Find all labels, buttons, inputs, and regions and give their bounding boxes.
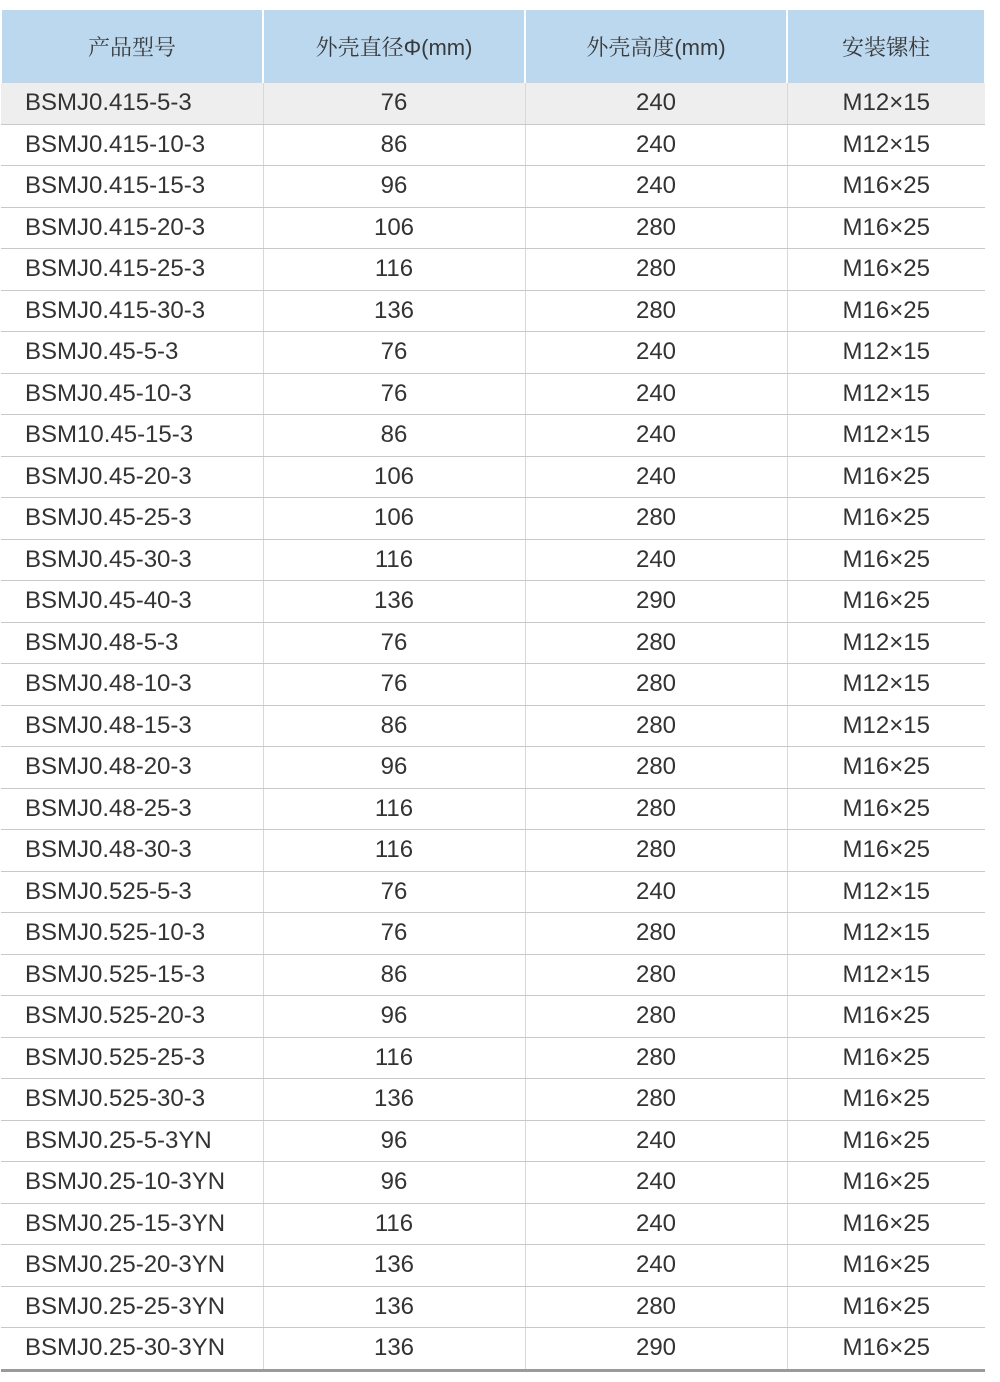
table-row	[1, 290, 985, 332]
cell-height: 240	[525, 1245, 787, 1287]
cell-height: 280	[525, 249, 787, 291]
cell-height: 290	[525, 1328, 787, 1371]
cell-height: 240	[525, 871, 787, 913]
cell-model: BSMJ0.45-20-3	[1, 456, 263, 498]
cell-diameter: 76	[263, 373, 525, 415]
table-row	[1, 124, 985, 166]
cell-model: BSMJ0.415-5-3	[1, 83, 263, 124]
cell-height: 240	[525, 456, 787, 498]
cell-diameter: 136	[263, 581, 525, 623]
table-row	[1, 954, 985, 996]
cell-height: 280	[525, 664, 787, 706]
table-row	[1, 788, 985, 830]
cell-height: 280	[525, 1286, 787, 1328]
cell-model: BSMJ0.525-20-3	[1, 996, 263, 1038]
cell-height: 240	[525, 539, 787, 581]
cell-model: BSMJ0.48-20-3	[1, 747, 263, 789]
cell-model: BSMJ0.415-20-3	[1, 207, 263, 249]
cell-mounting-stud: M12×15	[787, 664, 985, 706]
cell-model: BSMJ0.48-5-3	[1, 622, 263, 664]
cell-height: 280	[525, 830, 787, 872]
table-row	[1, 913, 985, 955]
cell-model: BSMJ0.48-10-3	[1, 664, 263, 706]
cell-diameter: 76	[263, 871, 525, 913]
cell-mounting-stud: M16×25	[787, 1245, 985, 1287]
table-row	[1, 1079, 985, 1121]
cell-diameter: 96	[263, 747, 525, 789]
cell-model: BSMJ0.525-5-3	[1, 871, 263, 913]
table-row	[1, 1203, 985, 1245]
cell-diameter: 76	[263, 622, 525, 664]
cell-height: 280	[525, 622, 787, 664]
cell-height: 280	[525, 747, 787, 789]
cell-diameter: 86	[263, 415, 525, 457]
spec-table	[0, 10, 986, 1372]
cell-model: BSMJ0.525-30-3	[1, 1079, 263, 1121]
cell-model: BSMJ0.45-5-3	[1, 332, 263, 374]
table-row	[1, 1245, 985, 1287]
table-row	[1, 1286, 985, 1328]
cell-diameter: 106	[263, 498, 525, 540]
cell-model: BSMJ0.415-10-3	[1, 124, 263, 166]
table-row	[1, 1120, 985, 1162]
table-row	[1, 1328, 985, 1371]
cell-height: 290	[525, 581, 787, 623]
cell-mounting-stud: M16×25	[787, 249, 985, 291]
cell-height: 280	[525, 498, 787, 540]
header-height: 外壳高度(mm)	[525, 10, 787, 83]
cell-height: 240	[525, 166, 787, 208]
table-row	[1, 249, 985, 291]
cell-mounting-stud: M16×25	[787, 498, 985, 540]
cell-model: BSMJ0.45-30-3	[1, 539, 263, 581]
cell-mounting-stud: M12×15	[787, 415, 985, 457]
cell-model: BSM10.45-15-3	[1, 415, 263, 457]
cell-mounting-stud: M16×25	[787, 581, 985, 623]
cell-model: BSMJ0.48-15-3	[1, 705, 263, 747]
cell-height: 280	[525, 954, 787, 996]
cell-model: BSMJ0.45-40-3	[1, 581, 263, 623]
cell-diameter: 136	[263, 290, 525, 332]
cell-mounting-stud: M12×15	[787, 913, 985, 955]
cell-mounting-stud: M16×25	[787, 1120, 985, 1162]
cell-mounting-stud: M16×25	[787, 747, 985, 789]
cell-height: 240	[525, 373, 787, 415]
cell-mounting-stud: M16×25	[787, 290, 985, 332]
table-row	[1, 498, 985, 540]
cell-model: BSMJ0.525-15-3	[1, 954, 263, 996]
cell-height: 240	[525, 415, 787, 457]
table-row	[1, 207, 985, 249]
table-row	[1, 996, 985, 1038]
cell-height: 280	[525, 290, 787, 332]
cell-mounting-stud: M16×25	[787, 1162, 985, 1204]
cell-model: BSMJ0.525-25-3	[1, 1037, 263, 1079]
cell-mounting-stud: M16×25	[787, 996, 985, 1038]
cell-model: BSMJ0.25-30-3YN	[1, 1328, 263, 1371]
table-row	[1, 1037, 985, 1079]
cell-height: 280	[525, 207, 787, 249]
cell-mounting-stud: M12×15	[787, 871, 985, 913]
cell-model: BSMJ0.415-25-3	[1, 249, 263, 291]
table-row	[1, 1162, 985, 1204]
cell-diameter: 136	[263, 1286, 525, 1328]
cell-mounting-stud: M12×15	[787, 622, 985, 664]
header-row	[1, 10, 985, 83]
cell-mounting-stud: M16×25	[787, 1079, 985, 1121]
cell-model: BSMJ0.25-15-3YN	[1, 1203, 263, 1245]
cell-mounting-stud: M12×15	[787, 373, 985, 415]
table-row	[1, 415, 985, 457]
cell-diameter: 96	[263, 166, 525, 208]
cell-height: 240	[525, 1203, 787, 1245]
cell-model: BSMJ0.25-5-3YN	[1, 1120, 263, 1162]
table-row	[1, 664, 985, 706]
cell-height: 280	[525, 705, 787, 747]
cell-diameter: 76	[263, 332, 525, 374]
table-body	[1, 83, 985, 1370]
cell-diameter: 106	[263, 207, 525, 249]
table-row	[1, 622, 985, 664]
cell-diameter: 86	[263, 954, 525, 996]
cell-mounting-stud: M12×15	[787, 332, 985, 374]
cell-diameter: 136	[263, 1245, 525, 1287]
table-row	[1, 83, 985, 124]
cell-height: 240	[525, 332, 787, 374]
cell-diameter: 76	[263, 664, 525, 706]
cell-height: 240	[525, 1162, 787, 1204]
cell-diameter: 116	[263, 830, 525, 872]
cell-mounting-stud: M16×25	[787, 166, 985, 208]
cell-height: 280	[525, 913, 787, 955]
cell-diameter: 116	[263, 539, 525, 581]
table-row	[1, 539, 985, 581]
table-row	[1, 747, 985, 789]
table-row	[1, 581, 985, 623]
cell-diameter: 116	[263, 1203, 525, 1245]
cell-model: BSMJ0.25-25-3YN	[1, 1286, 263, 1328]
cell-model: BSMJ0.48-30-3	[1, 830, 263, 872]
cell-diameter: 96	[263, 1120, 525, 1162]
cell-diameter: 96	[263, 1162, 525, 1204]
cell-diameter: 86	[263, 124, 525, 166]
cell-diameter: 96	[263, 996, 525, 1038]
table-row	[1, 332, 985, 374]
cell-height: 280	[525, 996, 787, 1038]
cell-mounting-stud: M16×25	[787, 788, 985, 830]
cell-mounting-stud: M16×25	[787, 1328, 985, 1371]
cell-mounting-stud: M16×25	[787, 539, 985, 581]
cell-model: BSMJ0.48-25-3	[1, 788, 263, 830]
cell-diameter: 136	[263, 1079, 525, 1121]
cell-height: 240	[525, 1120, 787, 1162]
cell-mounting-stud: M12×15	[787, 83, 985, 124]
cell-mounting-stud: M16×25	[787, 1203, 985, 1245]
cell-height: 280	[525, 1037, 787, 1079]
spec-table-container	[0, 10, 984, 1372]
header-mounting-stud: 安装镙柱	[787, 10, 985, 83]
cell-height: 240	[525, 83, 787, 124]
cell-mounting-stud: M16×25	[787, 456, 985, 498]
cell-mounting-stud: M12×15	[787, 954, 985, 996]
cell-model: BSMJ0.45-10-3	[1, 373, 263, 415]
table-row	[1, 373, 985, 415]
table-row	[1, 456, 985, 498]
cell-model: BSMJ0.45-25-3	[1, 498, 263, 540]
cell-mounting-stud: M12×15	[787, 705, 985, 747]
cell-model: BSMJ0.25-10-3YN	[1, 1162, 263, 1204]
cell-model: BSMJ0.415-30-3	[1, 290, 263, 332]
table-row	[1, 166, 985, 208]
cell-height: 280	[525, 788, 787, 830]
cell-diameter: 76	[263, 913, 525, 955]
cell-mounting-stud: M16×25	[787, 1037, 985, 1079]
cell-model: BSMJ0.25-20-3YN	[1, 1245, 263, 1287]
cell-height: 240	[525, 124, 787, 166]
cell-height: 280	[525, 1079, 787, 1121]
cell-mounting-stud: M16×25	[787, 1286, 985, 1328]
table-header	[1, 10, 985, 83]
cell-mounting-stud: M12×15	[787, 124, 985, 166]
cell-diameter: 86	[263, 705, 525, 747]
cell-mounting-stud: M16×25	[787, 830, 985, 872]
cell-diameter: 116	[263, 1037, 525, 1079]
header-diameter: 外壳直径Φ(mm)	[263, 10, 525, 83]
cell-diameter: 116	[263, 788, 525, 830]
cell-mounting-stud: M16×25	[787, 207, 985, 249]
header-model: 产品型号	[1, 10, 263, 83]
cell-diameter: 106	[263, 456, 525, 498]
cell-diameter: 76	[263, 83, 525, 124]
table-row	[1, 705, 985, 747]
cell-diameter: 116	[263, 249, 525, 291]
cell-model: BSMJ0.415-15-3	[1, 166, 263, 208]
cell-model: BSMJ0.525-10-3	[1, 913, 263, 955]
cell-diameter: 136	[263, 1328, 525, 1371]
table-row	[1, 830, 985, 872]
table-row	[1, 871, 985, 913]
